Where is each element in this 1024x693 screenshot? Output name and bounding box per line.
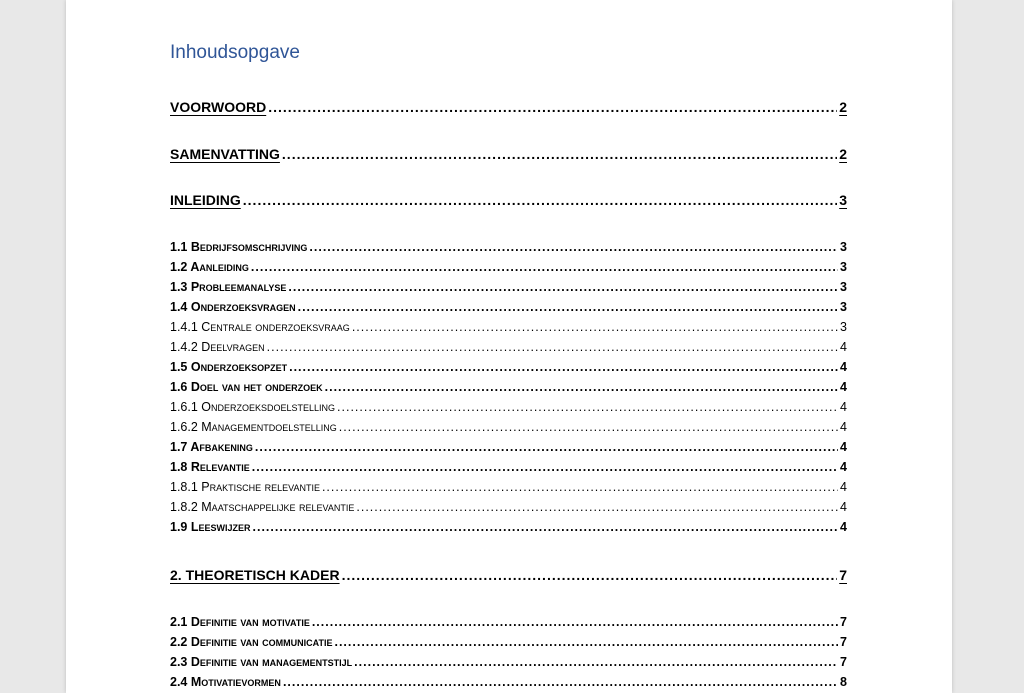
toc-leader xyxy=(282,146,837,162)
toc-leader xyxy=(255,440,838,454)
toc-page-number: 2 xyxy=(839,146,847,162)
toc-page-number: 4 xyxy=(840,440,847,454)
toc-leader xyxy=(283,675,838,689)
toc-entry-label: 1.4.2 Deelvragen xyxy=(170,340,265,354)
toc-entry-label: 1.8.1 Praktische relevantie xyxy=(170,480,320,494)
toc-leader xyxy=(252,460,838,474)
toc-entry-label: 2.1 Definitie van motivatie xyxy=(170,615,310,629)
toc-page-number: 4 xyxy=(840,380,847,394)
toc-entry-label: 1.9 Leeswijzer xyxy=(170,520,251,534)
toc-entry-1-1[interactable] xyxy=(170,240,847,254)
toc-page-number: 7 xyxy=(840,655,847,669)
toc-entry-inleiding[interactable] xyxy=(170,192,847,208)
toc-leader xyxy=(312,615,838,629)
toc-entry-label: 1.6.1 Onderzoeksdoelstelling xyxy=(170,400,336,414)
toc-entry-1-3[interactable] xyxy=(170,280,847,294)
toc-entry-voorwoord[interactable] xyxy=(170,99,847,115)
toc-page-number: 7 xyxy=(840,635,847,649)
toc-entry-1-4-2[interactable] xyxy=(170,340,847,354)
toc-entry-label: 2.4 Motivatievormen xyxy=(170,675,281,689)
toc-entry-label: SAMENVATTING xyxy=(170,146,280,162)
toc-leader xyxy=(309,240,838,254)
toc-entry-label: 2.3 Definitie van managementstijl xyxy=(170,655,353,669)
toc-page-number: 4 xyxy=(840,400,847,414)
toc-entry-1-8-2[interactable] xyxy=(170,500,847,514)
toc-leader xyxy=(342,567,838,583)
toc-page-number: 3 xyxy=(840,280,847,294)
toc-entry-1-8[interactable] xyxy=(170,460,847,474)
toc-entry-2-4[interactable] xyxy=(170,675,847,689)
toc-entry-2-2[interactable] xyxy=(170,635,847,649)
toc-leader xyxy=(243,192,837,208)
toc-entry-label: 1.8.2 Maatschappelijke relevantie xyxy=(170,500,355,514)
toc-entry-1-2[interactable] xyxy=(170,260,847,274)
toc-entry-label: 2. THEORETISCH KADER xyxy=(170,567,340,583)
toc-page-number: 4 xyxy=(840,360,847,374)
toc-page-number: 4 xyxy=(840,520,847,534)
toc-leader xyxy=(253,520,839,534)
toc-page-number: 7 xyxy=(840,615,847,629)
toc-leader xyxy=(322,480,838,494)
toc-entry-label: 1.4.1 Centrale onderzoeksvraag xyxy=(170,320,350,334)
toc-entry-1-6[interactable] xyxy=(170,380,847,394)
toc-entry-2-1[interactable] xyxy=(170,615,847,629)
toc-leader xyxy=(334,635,838,649)
toc-entry-theoretisch-kader[interactable] xyxy=(170,567,847,583)
toc-entry-label: 1.6 Doel van het onderzoek xyxy=(170,380,323,394)
toc-entry-1-7[interactable] xyxy=(170,440,847,454)
toc-page-number: 4 xyxy=(840,480,847,494)
toc-leader xyxy=(288,280,838,294)
toc-entry-samenvatting[interactable] xyxy=(170,146,847,162)
toc-entry-1-9[interactable] xyxy=(170,520,847,534)
toc-page-number: 4 xyxy=(840,340,847,354)
toc-page-number: 3 xyxy=(840,320,847,334)
toc-entry-label: VOORWOORD xyxy=(170,99,267,115)
toc-entry-label: 1.2 Aanleiding xyxy=(170,260,249,274)
toc-entry-1-5[interactable] xyxy=(170,360,847,374)
toc-leader xyxy=(325,380,838,394)
toc-entry-label: 1.6.2 Managementdoelstelling xyxy=(170,420,337,434)
toc-page-number: 4 xyxy=(840,500,847,514)
toc-page-number: 7 xyxy=(839,567,847,583)
toc-entry-1-6-2[interactable] xyxy=(170,420,847,434)
toc-entry-label: INLEIDING xyxy=(170,192,241,208)
toc-entry-1-4[interactable] xyxy=(170,300,847,314)
toc-page-number: 4 xyxy=(840,460,847,474)
toc-leader xyxy=(268,99,837,115)
toc-leader xyxy=(251,260,838,274)
toc-entry-1-4-1[interactable] xyxy=(170,320,847,334)
toc-entry-label: 1.7 Afbakening xyxy=(170,440,253,454)
toc-leader xyxy=(298,300,838,314)
toc-leader xyxy=(337,400,838,414)
toc-leader xyxy=(352,320,838,334)
document-page xyxy=(66,0,952,693)
toc-entry-1-6-1[interactable] xyxy=(170,400,847,414)
toc-entry-label: 1.5 Onderzoeksopzet xyxy=(170,360,288,374)
toc-entry-1-8-1[interactable] xyxy=(170,480,847,494)
toc-page-number: 3 xyxy=(839,192,847,208)
toc-entry-label: 1.1 Bedrijfsomschrijving xyxy=(170,240,308,254)
toc-leader xyxy=(289,360,838,374)
toc-page-number: 4 xyxy=(840,420,847,434)
toc-entry-label: 2.2 Definitie van communicatie xyxy=(170,635,333,649)
toc-entry-label: 1.8 Relevantie xyxy=(170,460,250,474)
toc-page-number: 2 xyxy=(839,99,847,115)
toc-leader xyxy=(267,340,838,354)
toc-page-number: 3 xyxy=(840,240,847,254)
toc-entry-label: 1.4 Onderzoeksvragen xyxy=(170,300,296,314)
toc-leader xyxy=(354,655,838,669)
toc-entry-2-3[interactable] xyxy=(170,655,847,669)
toc-page-number: 8 xyxy=(840,675,847,689)
toc-entry-label: 1.3 Probleemanalyse xyxy=(170,280,287,294)
toc-page-number: 3 xyxy=(840,260,847,274)
toc-page-number: 3 xyxy=(840,300,847,314)
toc-leader xyxy=(356,500,838,514)
toc-title: Inhoudsopgave xyxy=(170,42,300,63)
toc-leader xyxy=(339,420,838,434)
